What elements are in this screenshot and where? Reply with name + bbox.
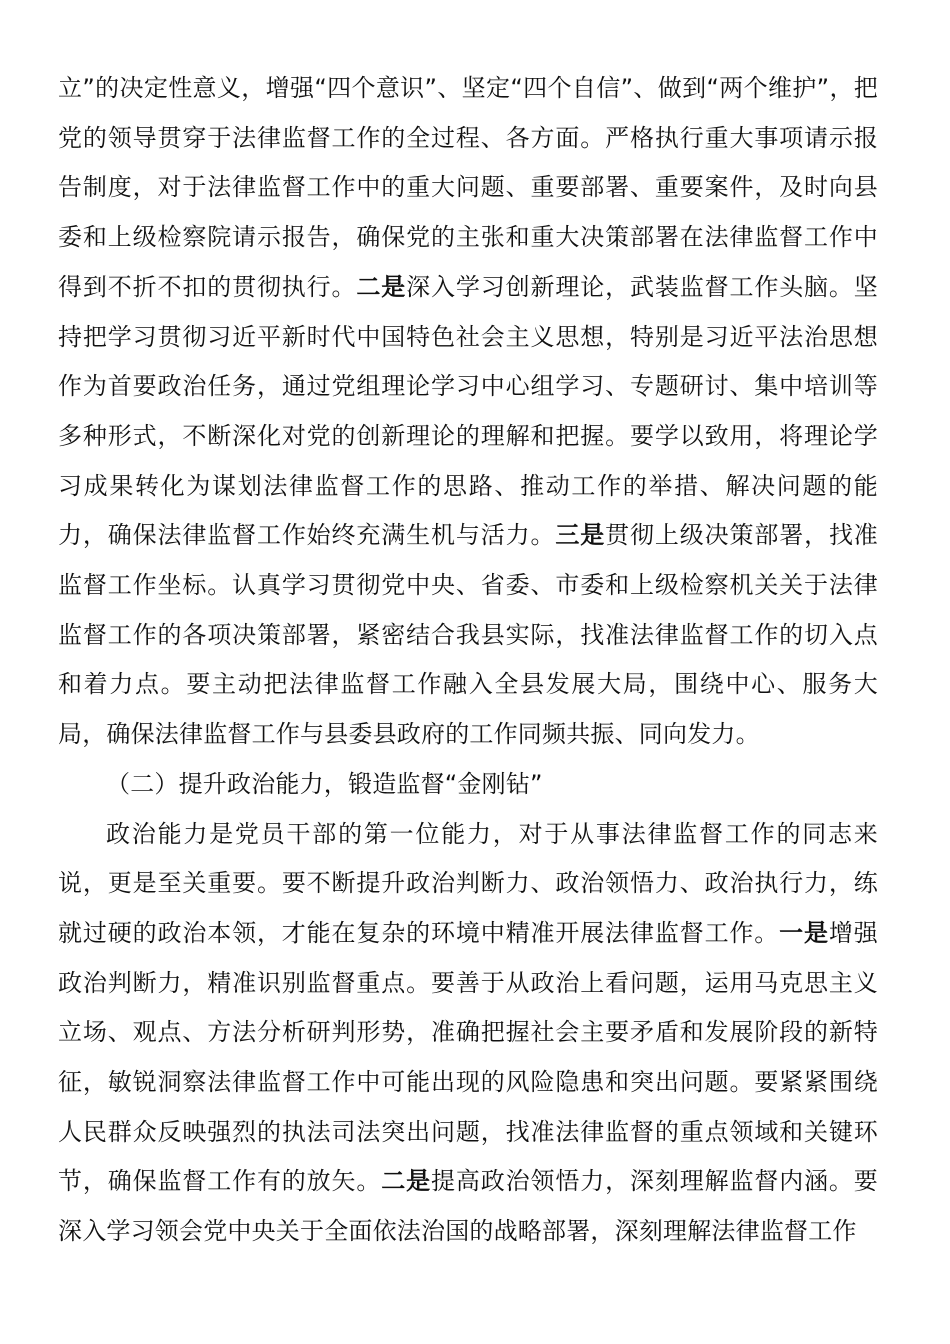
section-heading-2: （二）提升政治能力，锻造监督“金刚钻” — [106, 769, 543, 798]
paragraph-1-text-a: 立”的决定性意义，增强“四个意识”、坚定“四个自信”、做到“两个维护”，把党的领导贯穿于法律监督工作的全过程、各方面。严格执行重大事项请示报告制度，对于法律监督工作中的重大问题、重要部署、重要案件，及时向县委和上级检察院请示报告，确保党的主张和重大决策部署在法律监督工作中得到不折不扣的贯彻执行。 — [58, 74, 878, 301]
document-page — [58, 64, 878, 1257]
point-two-label-2: 二是 — [381, 1167, 432, 1196]
paragraph-1 — [58, 64, 878, 760]
point-one-label: 一是 — [779, 918, 829, 947]
paragraph-2-text-a: 政治能力是党员干部的第一位能力，对于从事法律监督工作的同志来说，更是至关重要。要不断提升政治判断力、政治领悟力、政治执行力，练就过硬的政治本领，才能在复杂的环境中精准开展法律监督工作。 — [58, 819, 878, 947]
paragraph-2-text-b: 增强政治判断力，精准识别监督重点。要善于从政治上看问题，运用马克思主义立场、观点、方法分析研判形势，准确把握社会主要矛盾和发展阶段的新特征，敏锐洞察法律监督工作中可能出现的风险隐患和突出问题。要紧紧围绕人民群众反映强烈的执法司法突出问题，找准法律监督的重点领域和关键环节，确保监督工作有的放矢。 — [58, 918, 878, 1196]
paragraph-2-text-c: 提高政治领悟力，深刻理解监督内涵。要深入学习领会党中央关于全面依法治国的战略部署，深刻理解法律监督工作 — [58, 1167, 879, 1246]
paragraph-1-text-b: 深入学习创新理论，武装监督工作头脑。坚持把学习贯彻习近平新时代中国特色社会主义思想，特别是习近平法治思想作为首要政治任务，通过党组理论学习中心组学习、专题研讨、集中培训等多种形式，不断深化对党的创新理论的理解和把握。要学以致用，将理论学习成果转化为谋划法律监督工作的思路、推动工作的举措、解决问题的能力，确保法律监督工作始终充满生机与活力。 — [58, 272, 878, 550]
point-three-label: 三是 — [555, 521, 606, 550]
point-two-label: 二是 — [356, 272, 407, 301]
paragraph-2 — [58, 810, 878, 1257]
paragraph-1-text-c: 贯彻上级决策部署，找准监督工作坐标。认真学习贯彻党中央、省委、市委和上级检察机关关于法律监督工作的各项决策部署，紧密结合我县实际，找准法律监督工作的切入点和着力点。要主动把法律监督工作融入全县发展大局，围绕中心、服务大局，确保法律监督工作与县委县政府的工作同频共振、同向发力。 — [58, 521, 879, 749]
